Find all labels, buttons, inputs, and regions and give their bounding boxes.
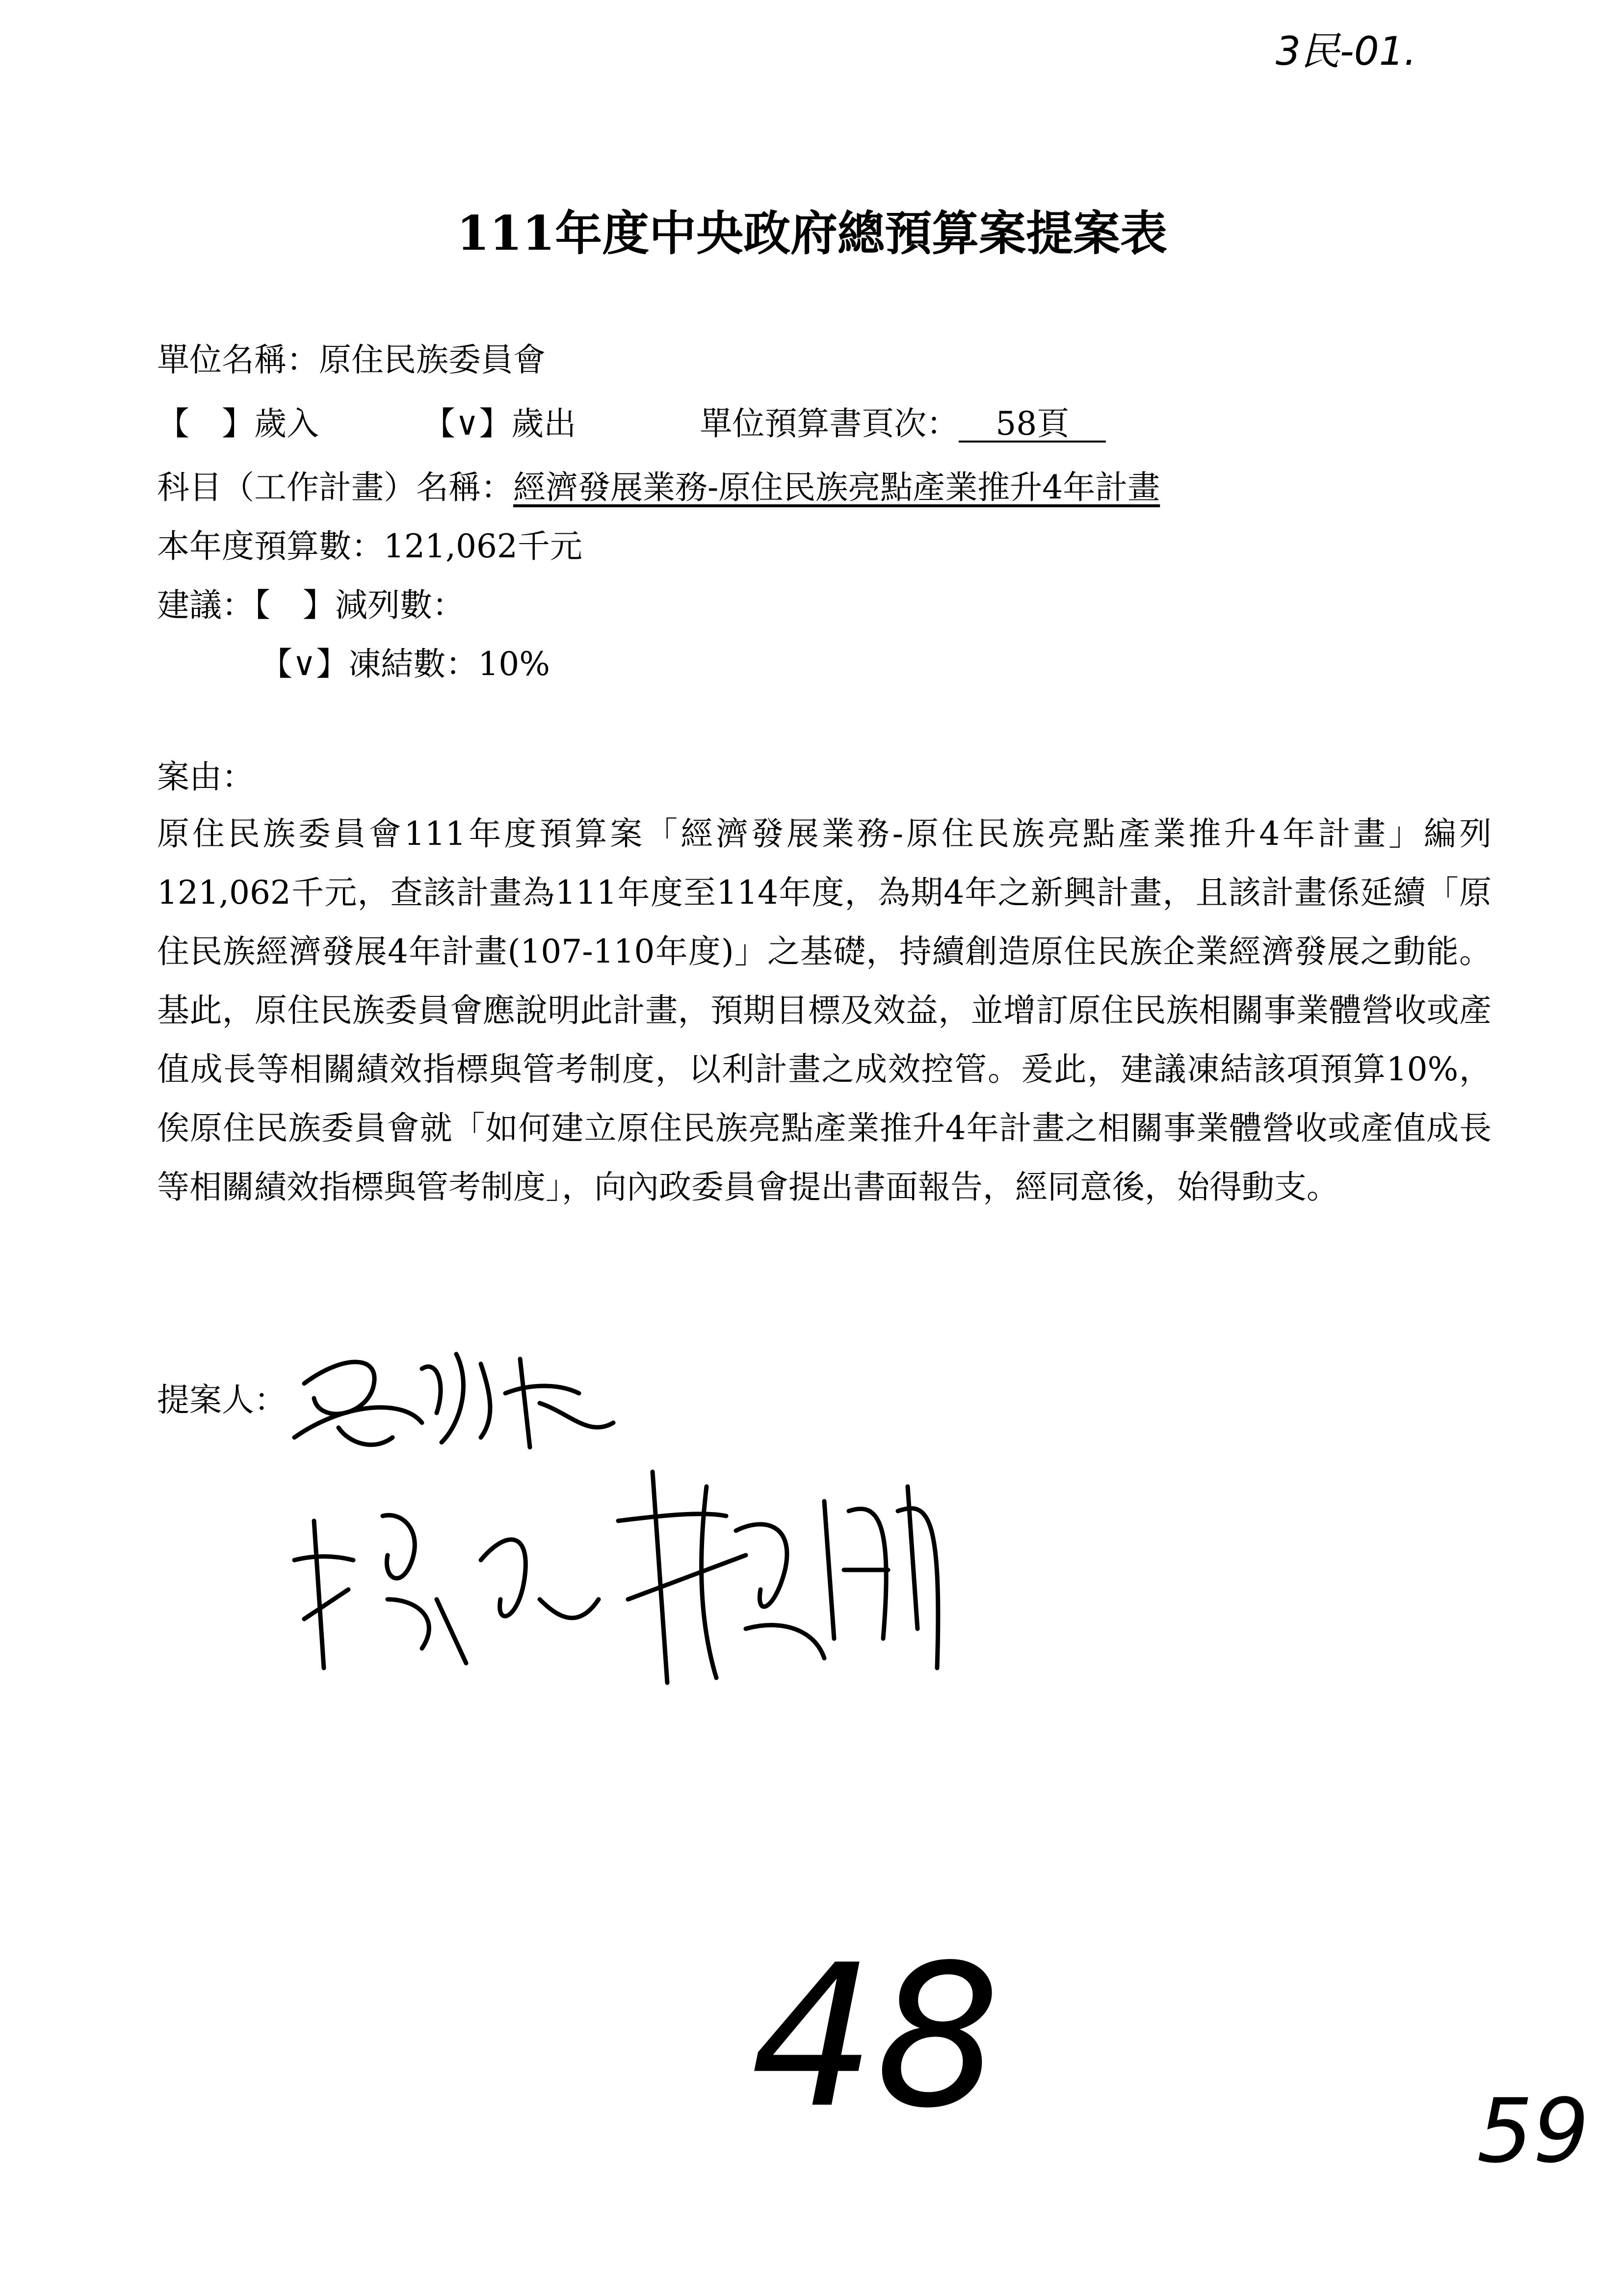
handwritten-signatures — [275, 1325, 1060, 1717]
unit-value: 原住民族委員會 — [319, 341, 546, 379]
page-label: 單位預算書頁次： — [700, 405, 959, 443]
proposer-label: 提案人： — [157, 1381, 287, 1419]
corner-handwritten-mark: 3民-01. — [1276, 28, 1416, 74]
page-title: 111年度中央政府總預算案提案表 — [456, 206, 1168, 261]
unit-row — [157, 334, 546, 380]
budget-type-row — [157, 397, 1106, 444]
suggest-freeze-row: 【∨】凍結數：10% — [260, 645, 550, 683]
revenue-checkbox: 【 】歲入 — [157, 405, 319, 443]
expense-checkbox: 【∨】歲出 — [422, 405, 576, 443]
subject-label: 科目（工作計畫）名稱： — [157, 469, 513, 506]
handwritten-number: 48 — [751, 1923, 1000, 2151]
reason-text: 原住民族委員會111年度預算案「經濟發展業務-原住民族亮點產業推升4年計畫」編列121,062千元，查該計畫為111年度至114年度，為期4年之新興計畫，且該計畫係延續「原住民族經濟發展4年計畫(107-110年度)」之基礎，持續創造原住民族企業經濟發展之動能。基此，原住民族委員會應說明此計畫，預期目標及效益，並增訂原住民族相關事業體營收或產值成長等相關績效指標與管考制度，以利計畫之成效控管。爰此，建議凍結該項預算10%，俟原住民族委員會就「如何建立原住民族亮點產業推升4年計畫之相關事業體營收或產值成長等相關績效指標與管考制度」，向內政委員會提出書面報告，經同意後，始得動支。 — [157, 815, 1492, 1206]
suggest-reduce-row: 建議：【 】減列數： — [157, 586, 465, 624]
budget-amount: 本年度預算數：121,062千元 — [157, 527, 582, 565]
unit-label: 單位名稱： — [157, 341, 319, 379]
reason-label: 案由： — [157, 758, 254, 796]
page-value: 58頁 — [959, 407, 1106, 443]
handwritten-page-number: 59 — [1477, 2080, 1590, 2183]
subject-row — [157, 461, 1160, 508]
subject-value: 經濟發展業務-原住民族亮點產業推升4年計畫 — [513, 469, 1160, 506]
